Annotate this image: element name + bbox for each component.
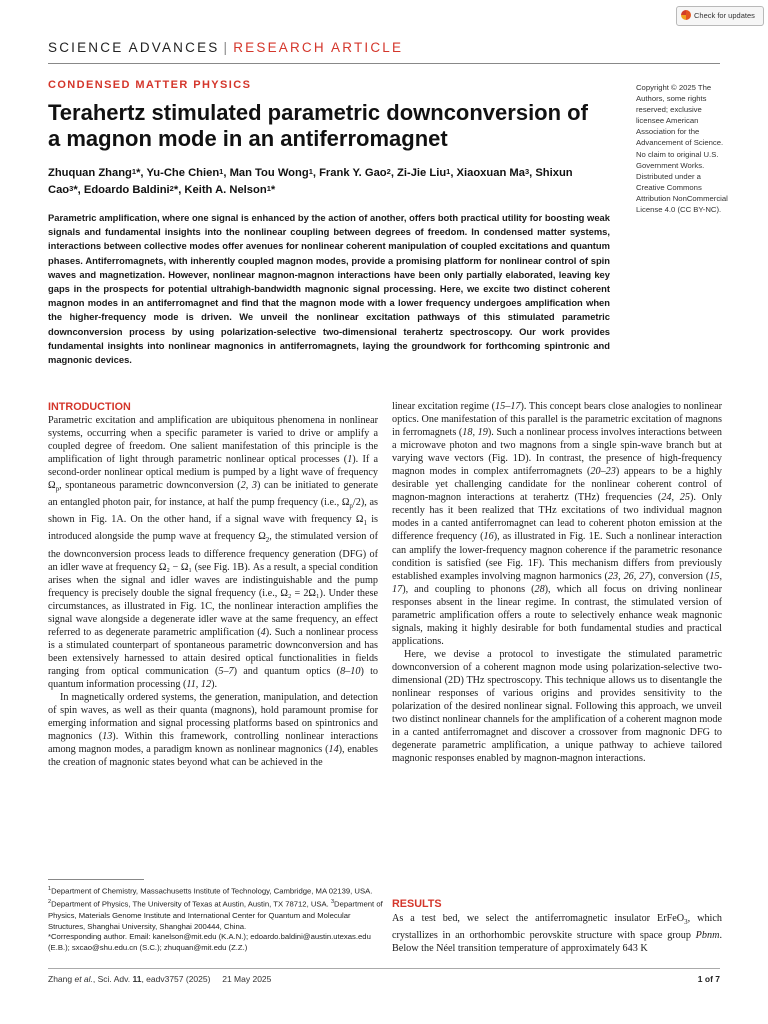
affiliation-2: Department of Physics, The University of Texas at Austin, Austin, TX 78712, USA. bbox=[51, 899, 329, 909]
corresponding-author: *Corresponding author. Email: kanelson@mit.edu (K.A.N.); edoardo.baldini@austin.utexas.edu (E.B.); sxcao@shu.edu.cn (S.C.); zhuquan@mit.edu (Z.Z.) bbox=[48, 932, 371, 953]
text: ), enables the creation of magnonic states beyond what can be achieved in the bbox=[48, 744, 378, 769]
intro-paragraph-1 bbox=[48, 414, 378, 691]
check-for-updates-label: Check for updates bbox=[694, 11, 755, 20]
affiliations bbox=[48, 884, 383, 932]
text: . Below the Néel transition temperature of approximately 643 K bbox=[392, 930, 722, 955]
author-name[interactable]: Xiaoxuan Ma bbox=[456, 167, 525, 179]
author-name[interactable]: Zi-Jie Liu bbox=[397, 167, 447, 179]
superscript: 2 bbox=[48, 899, 52, 906]
text: Parametric excitation and amplification are ubiquitous phenomena in nonlinear systems, occurring when a specific parameter is varied to drive or amplify a coupled degree of freedom. One salient manifestation of this principle is the amplification of light through parametric nonlinear optical processes ( bbox=[48, 415, 378, 466]
intro-paragraph-2 bbox=[48, 691, 378, 769]
text: ), and coupling to phonons ( bbox=[402, 583, 535, 595]
author-name[interactable]: Shixun Cao bbox=[48, 167, 573, 196]
reference-link[interactable]: 4 bbox=[260, 626, 266, 638]
intro-paragraph-4: Here, we devise a protocol to investigate the stimulated parametric downconversion of a coherent magnon mode using polarization-selective two-dimensional (2D) THz spectroscopy. This technique allows us to disentangle the nonlinear responses of various origins and provides sensitivity to the polarization of the desired nonlinear signal. Following this approach, we unveil two distinct nonlinear channels for the amplification of a coherent magnon mode in a canted antiferromagnet and discover a crossover from magnonic DFG to degenerate parametric amplification, a unique pathway to achieve tailored magnonic responses enabled by magnon-magnon interactions. bbox=[392, 648, 722, 765]
reference-link[interactable]: 24, 25 bbox=[661, 492, 690, 504]
author-name[interactable]: Man Tou Wong bbox=[229, 167, 309, 179]
reference-link[interactable]: 18, 19 bbox=[462, 427, 488, 439]
text: ), as illustrated in Fig. 1E. Such a nonlinear interaction can amplify the lower-frequency magnon coherence if the parametric resonance condition is satisfied (see Fig. 1F). This mechanism differs from previously established examples involving magnon harmonics ( bbox=[392, 531, 722, 582]
results-heading: RESULTS bbox=[392, 898, 442, 910]
article-type: RESEARCH ARTICLE bbox=[233, 40, 404, 55]
text: et al. bbox=[74, 974, 93, 984]
text: , spontaneous parametric downconversion ( bbox=[59, 480, 241, 492]
author-affiliation-mark: 1 bbox=[131, 167, 137, 176]
article-title: Terahertz stimulated parametric downconversion of a magnon mode in an antiferromagnet bbox=[48, 100, 588, 151]
author-affiliation-mark: 3 bbox=[69, 184, 74, 193]
footer-citation bbox=[48, 974, 271, 984]
subscript: p bbox=[55, 485, 60, 494]
affiliation-1: Department of Chemistry, Massachusetts Institute of Technology, Cambridge, MA 02139, USA. bbox=[51, 886, 373, 896]
reference-link[interactable]: 15–17 bbox=[495, 401, 521, 412]
results-paragraph bbox=[392, 912, 722, 955]
subscript: 1 bbox=[363, 519, 368, 528]
text: , eadv3757 (2025) 21 May 2025 bbox=[141, 974, 272, 984]
author-name[interactable]: Yu-Che Chien bbox=[146, 167, 220, 179]
reference-link[interactable]: 13 bbox=[102, 731, 113, 743]
author-name[interactable]: Keith A. Nelson bbox=[184, 184, 267, 196]
subscript: 3 bbox=[684, 918, 688, 927]
text: , Sci. Adv. bbox=[92, 974, 133, 984]
text: ). This concept bears close analogies to nonlinear optics. One manifestation of this parallel is the parametric excitation of magnons in ferromagnets ( bbox=[392, 401, 722, 439]
reference-link[interactable]: 14 bbox=[328, 744, 339, 756]
check-for-updates-button[interactable] bbox=[676, 6, 764, 26]
corresponding-mark: * bbox=[270, 184, 276, 196]
author-affiliation-mark: 1 bbox=[219, 167, 224, 176]
subscript: 2 bbox=[265, 536, 270, 545]
journal-header bbox=[48, 40, 403, 55]
affiliation-3: Department of Physics, Materials Genome Institute and International Center for Quantum and Molecular Structures, Shanghai University, Shanghai 200444, China. bbox=[48, 899, 383, 931]
corresponding-mark: * bbox=[136, 167, 141, 179]
text: ). Such a nonlinear process is a stimulated counterpart of spontaneous parametric downconversion and has been extensively harnessed to attain desired optical functionalities in fields ranging from optical communication ( bbox=[48, 626, 378, 677]
text: ). Only recently has it been realized that THz excitations of two individual magnon modes in a canted antiferromagnet can lead to coherent photon emission at the difference frequency ( bbox=[392, 492, 722, 543]
author-name[interactable]: Frank Y. Gao bbox=[319, 167, 387, 179]
intro-paragraph-3 bbox=[392, 400, 722, 648]
text: , the stimulated version of the downconversion process leads to difference frequency generation (DFG) of an idler wave at frequency Ω₂ − Ω₁ (see Fig. 1B). As a result, a special condition arises when the signal and idler waves are indistinguishable and the pump frequency is precisely double the signal frequency (i.e., Ω₂ = 2Ω₁). Under these circumstances, as illustrated in Fig. 1C, the nonlinear interaction amplifies the signal wave alongside a degenerate idler wave at the same frequency, an effect referred to as degenerate parametric amplification ( bbox=[48, 531, 378, 638]
text: ), conversion ( bbox=[649, 570, 710, 582]
corresponding-mark: * bbox=[173, 184, 179, 196]
reference-link[interactable]: 11, 12 bbox=[186, 679, 212, 691]
text: linear excitation regime ( bbox=[392, 401, 496, 412]
reference-link[interactable]: 23, 26, 27 bbox=[607, 570, 650, 582]
copyright-notice: Copyright © 2025 The Authors, some rights reserved; exclusive licensee American Association for the Advancement of Science. No claim to original U.S. Government Works. Distributed under a Creative Commons Attribution NonCommercial License 4.0 (CC BY-NC). bbox=[636, 83, 728, 215]
footnotes bbox=[48, 884, 383, 954]
text: is introduced alongside the pump wave at frequency Ω bbox=[48, 514, 379, 543]
page-number: 1 of 7 bbox=[697, 974, 720, 984]
text: ) to quantum information processing ( bbox=[48, 665, 378, 691]
reference-link[interactable]: 20–23 bbox=[590, 466, 616, 478]
text: ) appears to be a highly desirable yet challenging candidate for the nonlinear coherent control of magnon-magnon interactions at terahertz (THz) frequencies ( bbox=[392, 466, 722, 504]
text: , which crystallizes in an orthorhombic perovskite structure with space group bbox=[392, 913, 722, 942]
subscript: p bbox=[349, 502, 353, 511]
space-group: Pbnm bbox=[695, 930, 720, 942]
header-separator: | bbox=[223, 40, 230, 55]
author-name[interactable]: Edoardo Baldini bbox=[83, 184, 170, 196]
reference-link[interactable]: 8–10 bbox=[340, 665, 361, 677]
author-affiliation-mark: 2 bbox=[169, 184, 174, 193]
header-rule bbox=[48, 63, 720, 64]
volume: 11 bbox=[132, 974, 142, 984]
reference-link[interactable]: 1 bbox=[347, 454, 353, 466]
reference-link[interactable]: 2, 3 bbox=[240, 480, 258, 492]
author-affiliation-mark: 3 bbox=[524, 167, 530, 176]
superscript: 1 bbox=[48, 886, 52, 892]
corresponding-mark: * bbox=[73, 184, 78, 196]
author-affiliation-mark: 2 bbox=[386, 167, 391, 176]
text: ). Such a nonlinear process involves interactions between a microwave photon and two magnons from a single spin-wave branch but at varying wave vectors (Fig. 1D). In contrast, the presence of high-frequency magnon modes in complex antiferromagnets ( bbox=[392, 427, 723, 478]
text: As a test bed, we select the antiferromagnetic insulator ErFeO bbox=[392, 913, 685, 924]
text: /2), as shown in Fig. 1A. On the other hand, if a signal wave with frequency Ω bbox=[48, 497, 378, 526]
footnote-rule bbox=[48, 879, 144, 880]
author-affiliation-mark: 1 bbox=[446, 167, 451, 176]
text: ) and quantum optics ( bbox=[233, 665, 341, 677]
reference-link[interactable]: 16 bbox=[483, 531, 494, 543]
text: In magnetically ordered systems, the generation, manipulation, and detection of spin waves, as well as their quanta (magnons), hold paramount promise for emerging information and signal processing platforms based on spintronics and magnonics ( bbox=[48, 692, 378, 743]
reference-link[interactable]: 28 bbox=[534, 583, 545, 595]
reference-link[interactable]: 15, 17 bbox=[392, 570, 722, 595]
right-column bbox=[392, 400, 722, 765]
introduction-heading: INTRODUCTION bbox=[48, 401, 131, 413]
abstract: Parametric amplification, where one signal is enhanced by the action of another, offers both practical utility for boosting weak signals and fundamental insights into the nonlinear coupling between degrees of freedom. In condensed matter systems, interactions between collective modes offer avenues for nonlinear coherent manipulation of coupled excitations and quantum phases. Antiferromagnets, with inherently coupled magnon modes, provide a promising platform for nonlinear control of spin waves and magnetization. However, nonlinear magnon-magnon interactions have been only partially elaborated, leaving key gaps in the prospects for potential ultrahigh-bandwidth magnonic signal processing. Here, we excite two distinct coherent magnon modes in an antiferromagnet and find that the magnon mode with a lower frequency undergoes amplification when the higher-frequency mode is driven. We unveil the nonlinear excitation pathways of this stimulated parametric downconversion process by using polarization-selective two-dimensional terahertz spectroscopy. Our work provides fundamental insights into nonlinear magnonics in antiferromagnets, laying the groundwork for forthcoming spintronic and magnonic devices. bbox=[48, 212, 610, 366]
author-name[interactable]: Zhuquan Zhang bbox=[48, 167, 132, 179]
text: ). If a second-order nonlinear optical medium is pumped by a light wave of frequency Ω bbox=[48, 454, 378, 492]
author-list: Zhuquan Zhang$^1$*, Yu-Che Chien$^1$, Man Tou Wong$^1$, Frank Y. Gao$^2$, Zi-Jie Liu$^1$, Xiaoxuan Ma$^3$, Shixun Cao$^3$*, Edoardo Baldini$^2$*, Keith A. Nelson$^1$* bbox=[48, 167, 573, 196]
text: ). bbox=[211, 679, 218, 691]
journal-name: SCIENCE ADVANCES bbox=[48, 40, 220, 55]
author-affiliation-mark: 1 bbox=[266, 184, 271, 193]
reference-link[interactable]: 5–7 bbox=[218, 665, 234, 677]
footer-rule bbox=[48, 968, 720, 969]
crossmark-icon bbox=[681, 10, 691, 20]
superscript: 3 bbox=[330, 899, 335, 906]
text: ), which all focus on driving nonlinear responses absent in the linear regime. In contrast, the stimulated version of parametric amplification offers a route to selectively enhance weak magnonic signals, making it highly desirable for both fundamental studies and practical applications. bbox=[392, 583, 722, 647]
text: Zhang bbox=[48, 974, 75, 984]
section-label: CONDENSED MATTER PHYSICS bbox=[48, 79, 252, 91]
text: ) can be initiated to generate an entangled photon pair, for instance, at half the pump frequency (i.e., Ω bbox=[48, 480, 378, 509]
text: ). Within this framework, controlling nonlinear interactions among magnon modes, a paradigm known as nonlinear magnonics ( bbox=[48, 731, 378, 756]
author-affiliation-mark: 1 bbox=[308, 167, 313, 176]
left-column bbox=[48, 400, 378, 769]
